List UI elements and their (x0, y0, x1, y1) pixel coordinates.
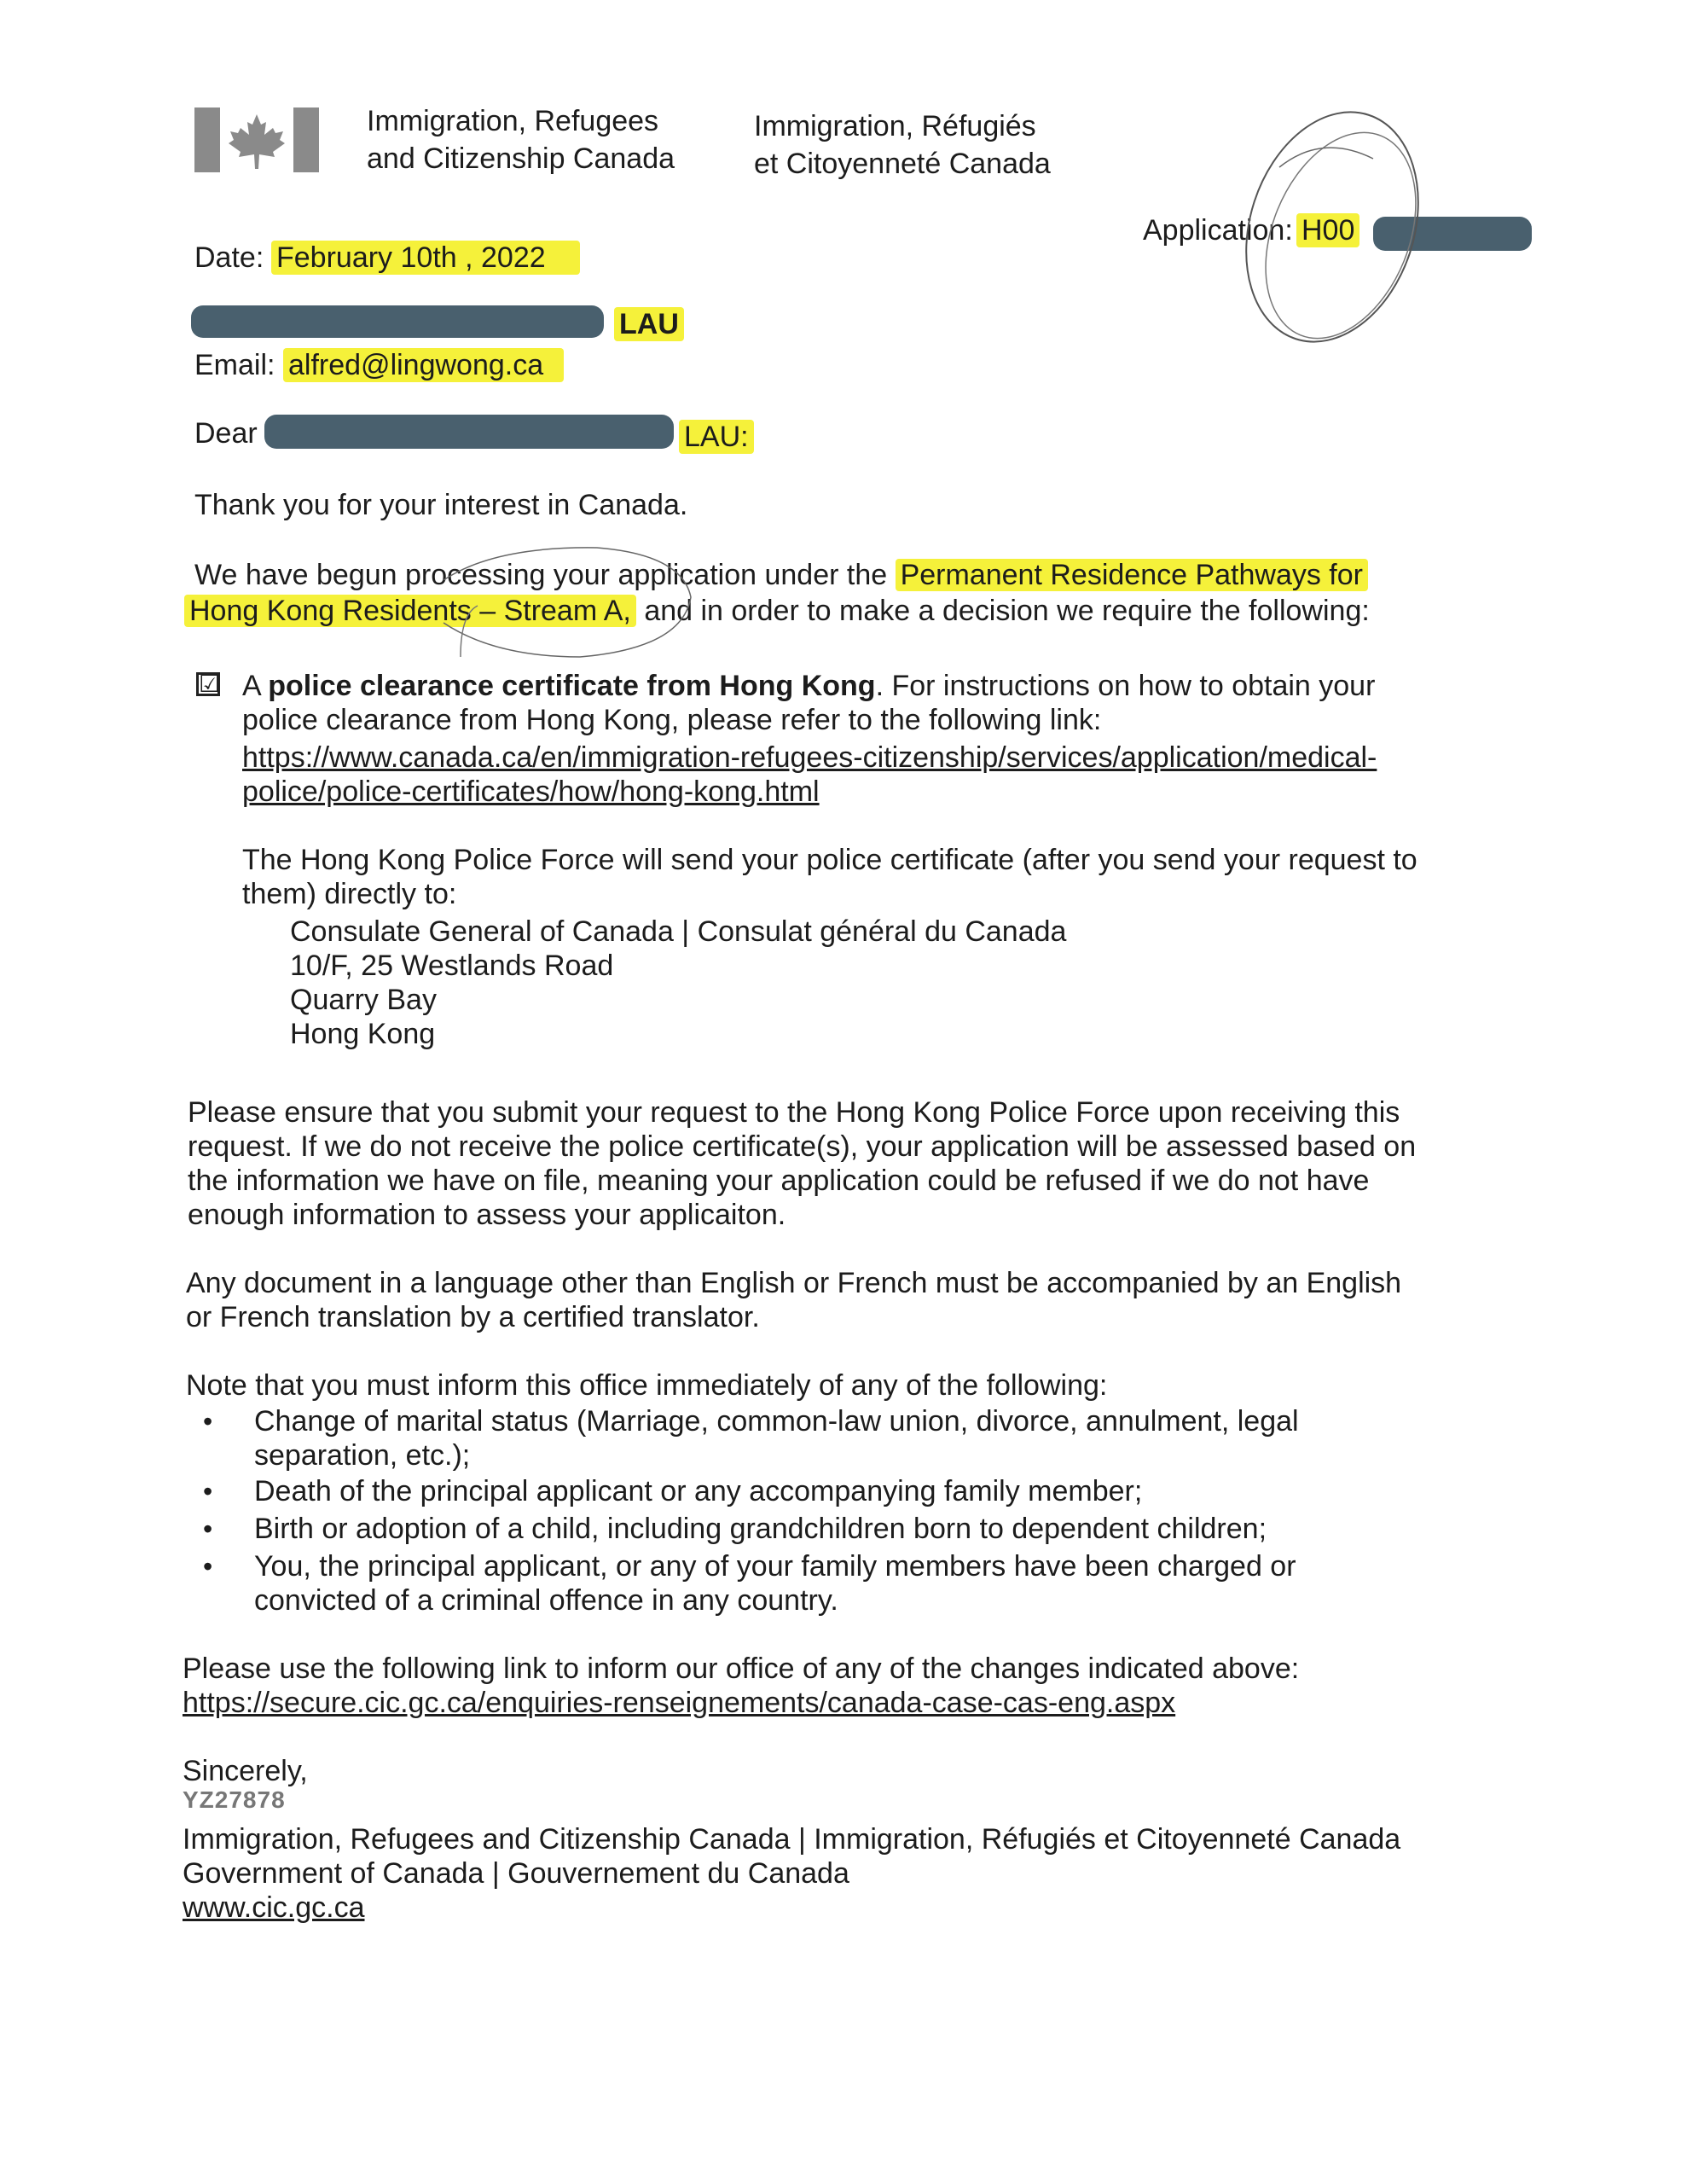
requirement-line1 (242, 669, 1375, 703)
list-item-continued: separation, etc.); (254, 1439, 471, 1472)
para1-line1-text: We have begun processing your application under the (194, 559, 888, 591)
list-item-continued: convicted of a criminal offence in any country. (254, 1584, 838, 1617)
email-label: Email: (194, 349, 275, 381)
para-ensure-line: request. If we do not receive the police certificate(s), your application will be assessed based on (188, 1130, 1417, 1163)
agency-name-en-line1: Immigration, Refugees (367, 105, 659, 137)
address-line: Consulate General of Canada | Consulat général du Canada (290, 915, 1067, 948)
requirement-checkbox[interactable]: ☑ (196, 672, 220, 696)
para-ensure-line: enough information to assess your applicaiton. (188, 1199, 786, 1231)
application-number: H00 (1296, 213, 1359, 247)
agency-name-fr-line2: et Citoyenneté Canada (754, 148, 1051, 180)
list-item: Change of marital status (Marriage, common-law union, divorce, annulment, legal (254, 1405, 1299, 1438)
sincerely: Sincerely, (183, 1755, 308, 1787)
police-certificate-link-line1[interactable]: https://www.canada.ca/en/immigration-refugees-citizenship/services/application/medical- (242, 741, 1377, 774)
send-line2: them) directly to: (242, 878, 457, 910)
para-ensure-line: the information we have on file, meaning your application could be refused if we do not have (188, 1165, 1370, 1197)
hand-drawn-oval-mark (426, 529, 708, 682)
enquiries-link[interactable]: https://secure.cic.gc.ca/enquiries-renseignements/canada-case-cas-eng.aspx (183, 1687, 1176, 1719)
bullet-icon: • (203, 1406, 213, 1437)
address-line: Hong Kong (290, 1018, 436, 1050)
government-line: Government of Canada | Gouvernement du Canada (183, 1857, 849, 1890)
redaction-salutation-name (264, 415, 674, 449)
send-line1: The Hong Kong Police Force will send your police certificate (after you send your request to (242, 844, 1417, 876)
intro-line: Thank you for your interest in Canada. (194, 489, 688, 521)
list-item: Birth or adoption of a child, including grandchildren born to dependent children; (254, 1513, 1267, 1545)
redaction-recipient-given-names (191, 305, 604, 338)
para1-line2 (184, 594, 1370, 628)
bullet-icon: • (203, 1476, 213, 1507)
list-item: Death of the principal applicant or any accompanying family member; (254, 1475, 1143, 1507)
salutation-prefix: Dear (194, 417, 258, 450)
bullet-icon: • (203, 1513, 213, 1544)
department-line: Immigration, Refugees and Citizenship Canada | Immigration, Réfugiés et Citoyenneté Canada (183, 1823, 1401, 1856)
address-line: 10/F, 25 Westlands Road (290, 950, 614, 982)
date-label: Date: (194, 241, 264, 274)
para1-line2-text: and in order to make a decision we require the following: (644, 595, 1370, 627)
para-ensure-line: Please ensure that you submit your request to the Hong Kong Police Force upon receiving this (188, 1096, 1400, 1129)
officer-code: YZ27878 (183, 1786, 286, 1813)
agency-name-fr-line1: Immigration, Réfugiés (754, 110, 1036, 142)
requirement-line1-rest: . For instructions on how to obtain your (875, 670, 1376, 702)
salutation-surname: LAU: (679, 420, 754, 454)
para-translation-line: Any document in a language other than English or French must be accompanied by an English (186, 1267, 1402, 1299)
canada-flag-logo (194, 107, 319, 172)
changes-text: Please use the following link to inform our office of any of the changes indicated above: (183, 1653, 1300, 1685)
police-certificate-link-line2[interactable]: police/police-certificates/how/hong-kong.html (242, 775, 820, 808)
program-name-highlight-1: Permanent Residence Pathways for (896, 559, 1368, 591)
para-translation-line: or French translation by a certified translator. (186, 1301, 760, 1333)
date-value: February 10th , 2022 (271, 241, 580, 275)
para1-line1 (194, 558, 1368, 592)
email-value: alfred@lingwong.ca (283, 348, 564, 382)
notice-intro: Note that you must inform this office immediately of any of the following: (186, 1369, 1108, 1402)
application-label: Application: (1143, 214, 1293, 247)
address-line: Quarry Bay (290, 984, 437, 1016)
program-name-highlight-2: Hong Kong Residents – Stream A, (184, 595, 636, 627)
requirement-bold: police clearance certificate from Hong Kong (268, 670, 876, 702)
hand-drawn-circle-mark (1228, 99, 1450, 363)
website-link[interactable]: www.cic.gc.ca (183, 1891, 365, 1924)
requirement-line2: police clearance from Hong Kong, please refer to the following link: (242, 704, 1102, 736)
agency-name-en-line2: and Citizenship Canada (367, 142, 675, 175)
maple-leaf-icon (229, 114, 285, 169)
requirement-prefix: A (242, 670, 260, 702)
list-item: You, the principal applicant, or any of your family members have been charged or (254, 1550, 1296, 1583)
bullet-icon: • (203, 1551, 213, 1582)
recipient-surname: LAU (614, 307, 684, 341)
